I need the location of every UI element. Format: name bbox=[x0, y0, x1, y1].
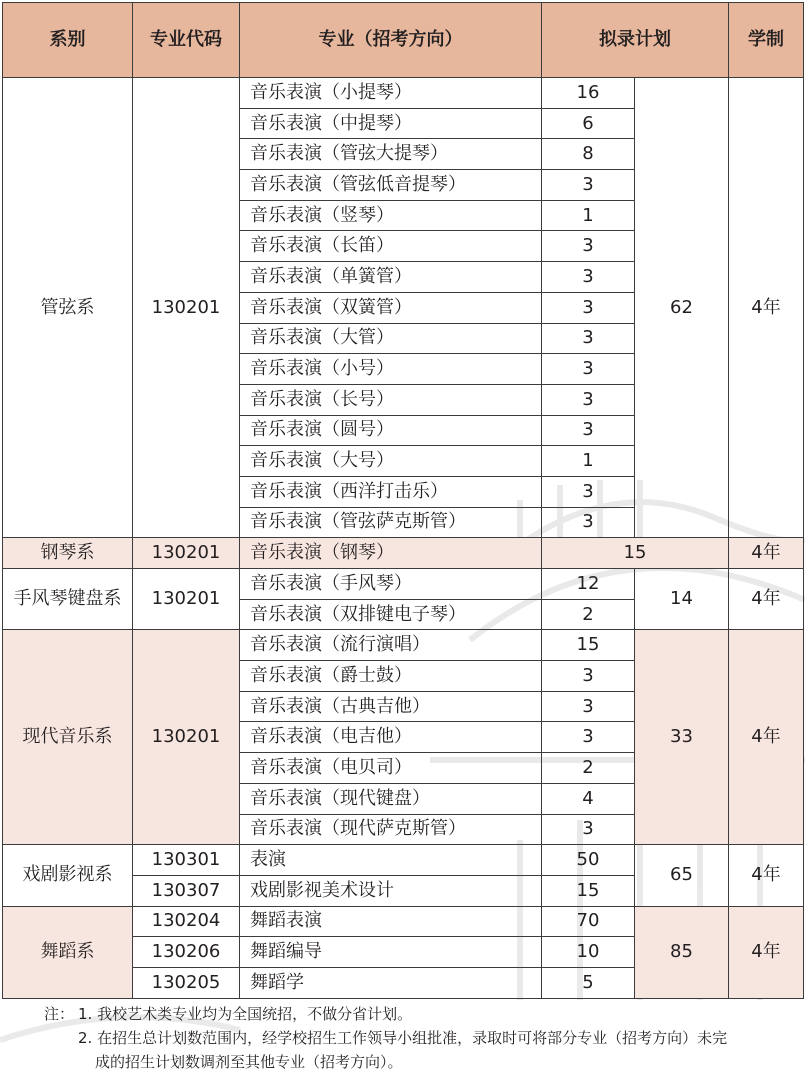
count-cell: 16 bbox=[542, 78, 635, 109]
table-row bbox=[3, 538, 804, 569]
table-row bbox=[3, 630, 804, 661]
major-cell: 音乐表演（大号） bbox=[240, 446, 542, 477]
dept-cell: 钢琴系 bbox=[3, 538, 133, 569]
count-cell: 3 bbox=[542, 722, 635, 753]
total-cell: 15 bbox=[542, 538, 729, 569]
count-cell: 3 bbox=[542, 170, 635, 201]
count-cell: 1 bbox=[542, 200, 635, 231]
count-cell: 2 bbox=[542, 599, 635, 630]
code-cell: 130204 bbox=[133, 906, 240, 937]
dept-cell: 戏剧影视系 bbox=[3, 845, 133, 906]
dept-cell: 管弦系 bbox=[3, 78, 133, 538]
years-cell: 4年 bbox=[729, 538, 804, 569]
count-cell: 3 bbox=[542, 507, 635, 538]
count-cell: 3 bbox=[542, 691, 635, 722]
major-cell: 音乐表演（古典吉他） bbox=[240, 691, 542, 722]
total-cell: 85 bbox=[635, 906, 729, 998]
note-2: 2. 在招生总计划数范围内，经学校招生工作领导小组批准，录取时可将部分专业（招考方向）未完 bbox=[78, 1029, 728, 1047]
footnotes bbox=[0, 1002, 805, 1074]
header-plan: 拟录计划 bbox=[542, 3, 729, 78]
header-row bbox=[3, 3, 804, 78]
note-2-continuation: 成的招生计划数调剂至其他专业（招考方向）。 bbox=[95, 1053, 403, 1071]
major-cell: 音乐表演（小号） bbox=[240, 354, 542, 385]
table-row bbox=[3, 845, 804, 876]
count-cell: 3 bbox=[542, 292, 635, 323]
header-years: 学制 bbox=[729, 3, 804, 78]
count-cell: 3 bbox=[542, 814, 635, 845]
count-cell: 50 bbox=[542, 845, 635, 876]
dept-cell: 现代音乐系 bbox=[3, 630, 133, 845]
major-cell: 音乐表演（管弦萨克斯管） bbox=[240, 507, 542, 538]
header-code: 专业代码 bbox=[133, 3, 240, 78]
major-cell: 舞蹈编导 bbox=[240, 937, 542, 968]
major-cell: 音乐表演（竖琴） bbox=[240, 200, 542, 231]
code-cell: 130301 bbox=[133, 845, 240, 876]
major-cell: 戏剧影视美术设计 bbox=[240, 875, 542, 906]
major-cell: 音乐表演（手风琴） bbox=[240, 569, 542, 600]
major-cell: 音乐表演（流行演唱） bbox=[240, 630, 542, 661]
count-cell: 3 bbox=[542, 323, 635, 354]
major-cell: 音乐表演（双排键电子琴） bbox=[240, 599, 542, 630]
major-cell: 音乐表演（双簧管） bbox=[240, 292, 542, 323]
code-cell: 130205 bbox=[133, 967, 240, 998]
total-cell: 33 bbox=[635, 630, 729, 845]
code-cell: 130201 bbox=[133, 538, 240, 569]
dept-cell: 舞蹈系 bbox=[3, 906, 133, 998]
years-cell: 4年 bbox=[729, 845, 804, 906]
major-cell: 音乐表演（圆号） bbox=[240, 415, 542, 446]
years-cell: 4年 bbox=[729, 569, 804, 630]
major-cell: 音乐表演（管弦低音提琴） bbox=[240, 170, 542, 201]
count-cell: 12 bbox=[542, 569, 635, 600]
count-cell: 15 bbox=[542, 630, 635, 661]
header-dept: 系别 bbox=[3, 3, 133, 78]
code-cell: 130307 bbox=[133, 875, 240, 906]
major-cell: 舞蹈学 bbox=[240, 967, 542, 998]
count-cell: 3 bbox=[542, 384, 635, 415]
count-cell: 2 bbox=[542, 753, 635, 784]
count-cell: 8 bbox=[542, 139, 635, 170]
count-cell: 4 bbox=[542, 783, 635, 814]
count-cell: 5 bbox=[542, 967, 635, 998]
admission-plan-table bbox=[2, 2, 804, 999]
total-cell: 62 bbox=[635, 78, 729, 538]
count-cell: 3 bbox=[542, 415, 635, 446]
header-major: 专业（招考方向） bbox=[240, 3, 542, 78]
major-cell: 音乐表演（长号） bbox=[240, 384, 542, 415]
total-cell: 65 bbox=[635, 845, 729, 906]
note-1: 1. 我校艺术类专业均为全国统招，不做分省计划。 bbox=[78, 1005, 413, 1023]
count-cell: 3 bbox=[542, 354, 635, 385]
count-cell: 3 bbox=[542, 476, 635, 507]
count-cell: 3 bbox=[542, 231, 635, 262]
code-cell: 130201 bbox=[133, 78, 240, 538]
code-cell: 130201 bbox=[133, 630, 240, 845]
major-cell: 音乐表演（现代萨克斯管） bbox=[240, 814, 542, 845]
major-cell: 音乐表演（大管） bbox=[240, 323, 542, 354]
count-cell: 3 bbox=[542, 661, 635, 692]
code-cell: 130206 bbox=[133, 937, 240, 968]
count-cell: 3 bbox=[542, 262, 635, 293]
major-cell: 表演 bbox=[240, 845, 542, 876]
count-cell: 70 bbox=[542, 906, 635, 937]
major-cell: 音乐表演（现代键盘） bbox=[240, 783, 542, 814]
major-cell: 音乐表演（电贝司） bbox=[240, 753, 542, 784]
years-cell: 4年 bbox=[729, 906, 804, 998]
major-cell: 音乐表演（长笛） bbox=[240, 231, 542, 262]
table-row bbox=[3, 78, 804, 109]
major-cell: 音乐表演（中提琴） bbox=[240, 108, 542, 139]
major-cell: 音乐表演（管弦大提琴） bbox=[240, 139, 542, 170]
count-cell: 15 bbox=[542, 875, 635, 906]
count-cell: 10 bbox=[542, 937, 635, 968]
total-cell: 14 bbox=[635, 569, 729, 630]
count-cell: 6 bbox=[542, 108, 635, 139]
major-cell: 音乐表演（电吉他） bbox=[240, 722, 542, 753]
years-cell: 4年 bbox=[729, 78, 804, 538]
major-cell: 音乐表演（西洋打击乐） bbox=[240, 476, 542, 507]
major-cell: 音乐表演（小提琴） bbox=[240, 78, 542, 109]
code-cell: 130201 bbox=[133, 569, 240, 630]
count-cell: 1 bbox=[542, 446, 635, 477]
table-row bbox=[3, 569, 804, 600]
major-cell: 音乐表演（单簧管） bbox=[240, 262, 542, 293]
years-cell: 4年 bbox=[729, 630, 804, 845]
major-cell: 舞蹈表演 bbox=[240, 906, 542, 937]
major-cell: 音乐表演（爵士鼓） bbox=[240, 661, 542, 692]
dept-cell: 手风琴键盘系 bbox=[3, 569, 133, 630]
table-row bbox=[3, 906, 804, 937]
major-cell: 音乐表演（钢琴） bbox=[240, 538, 542, 569]
notes-prefix: 注： bbox=[44, 1005, 75, 1023]
